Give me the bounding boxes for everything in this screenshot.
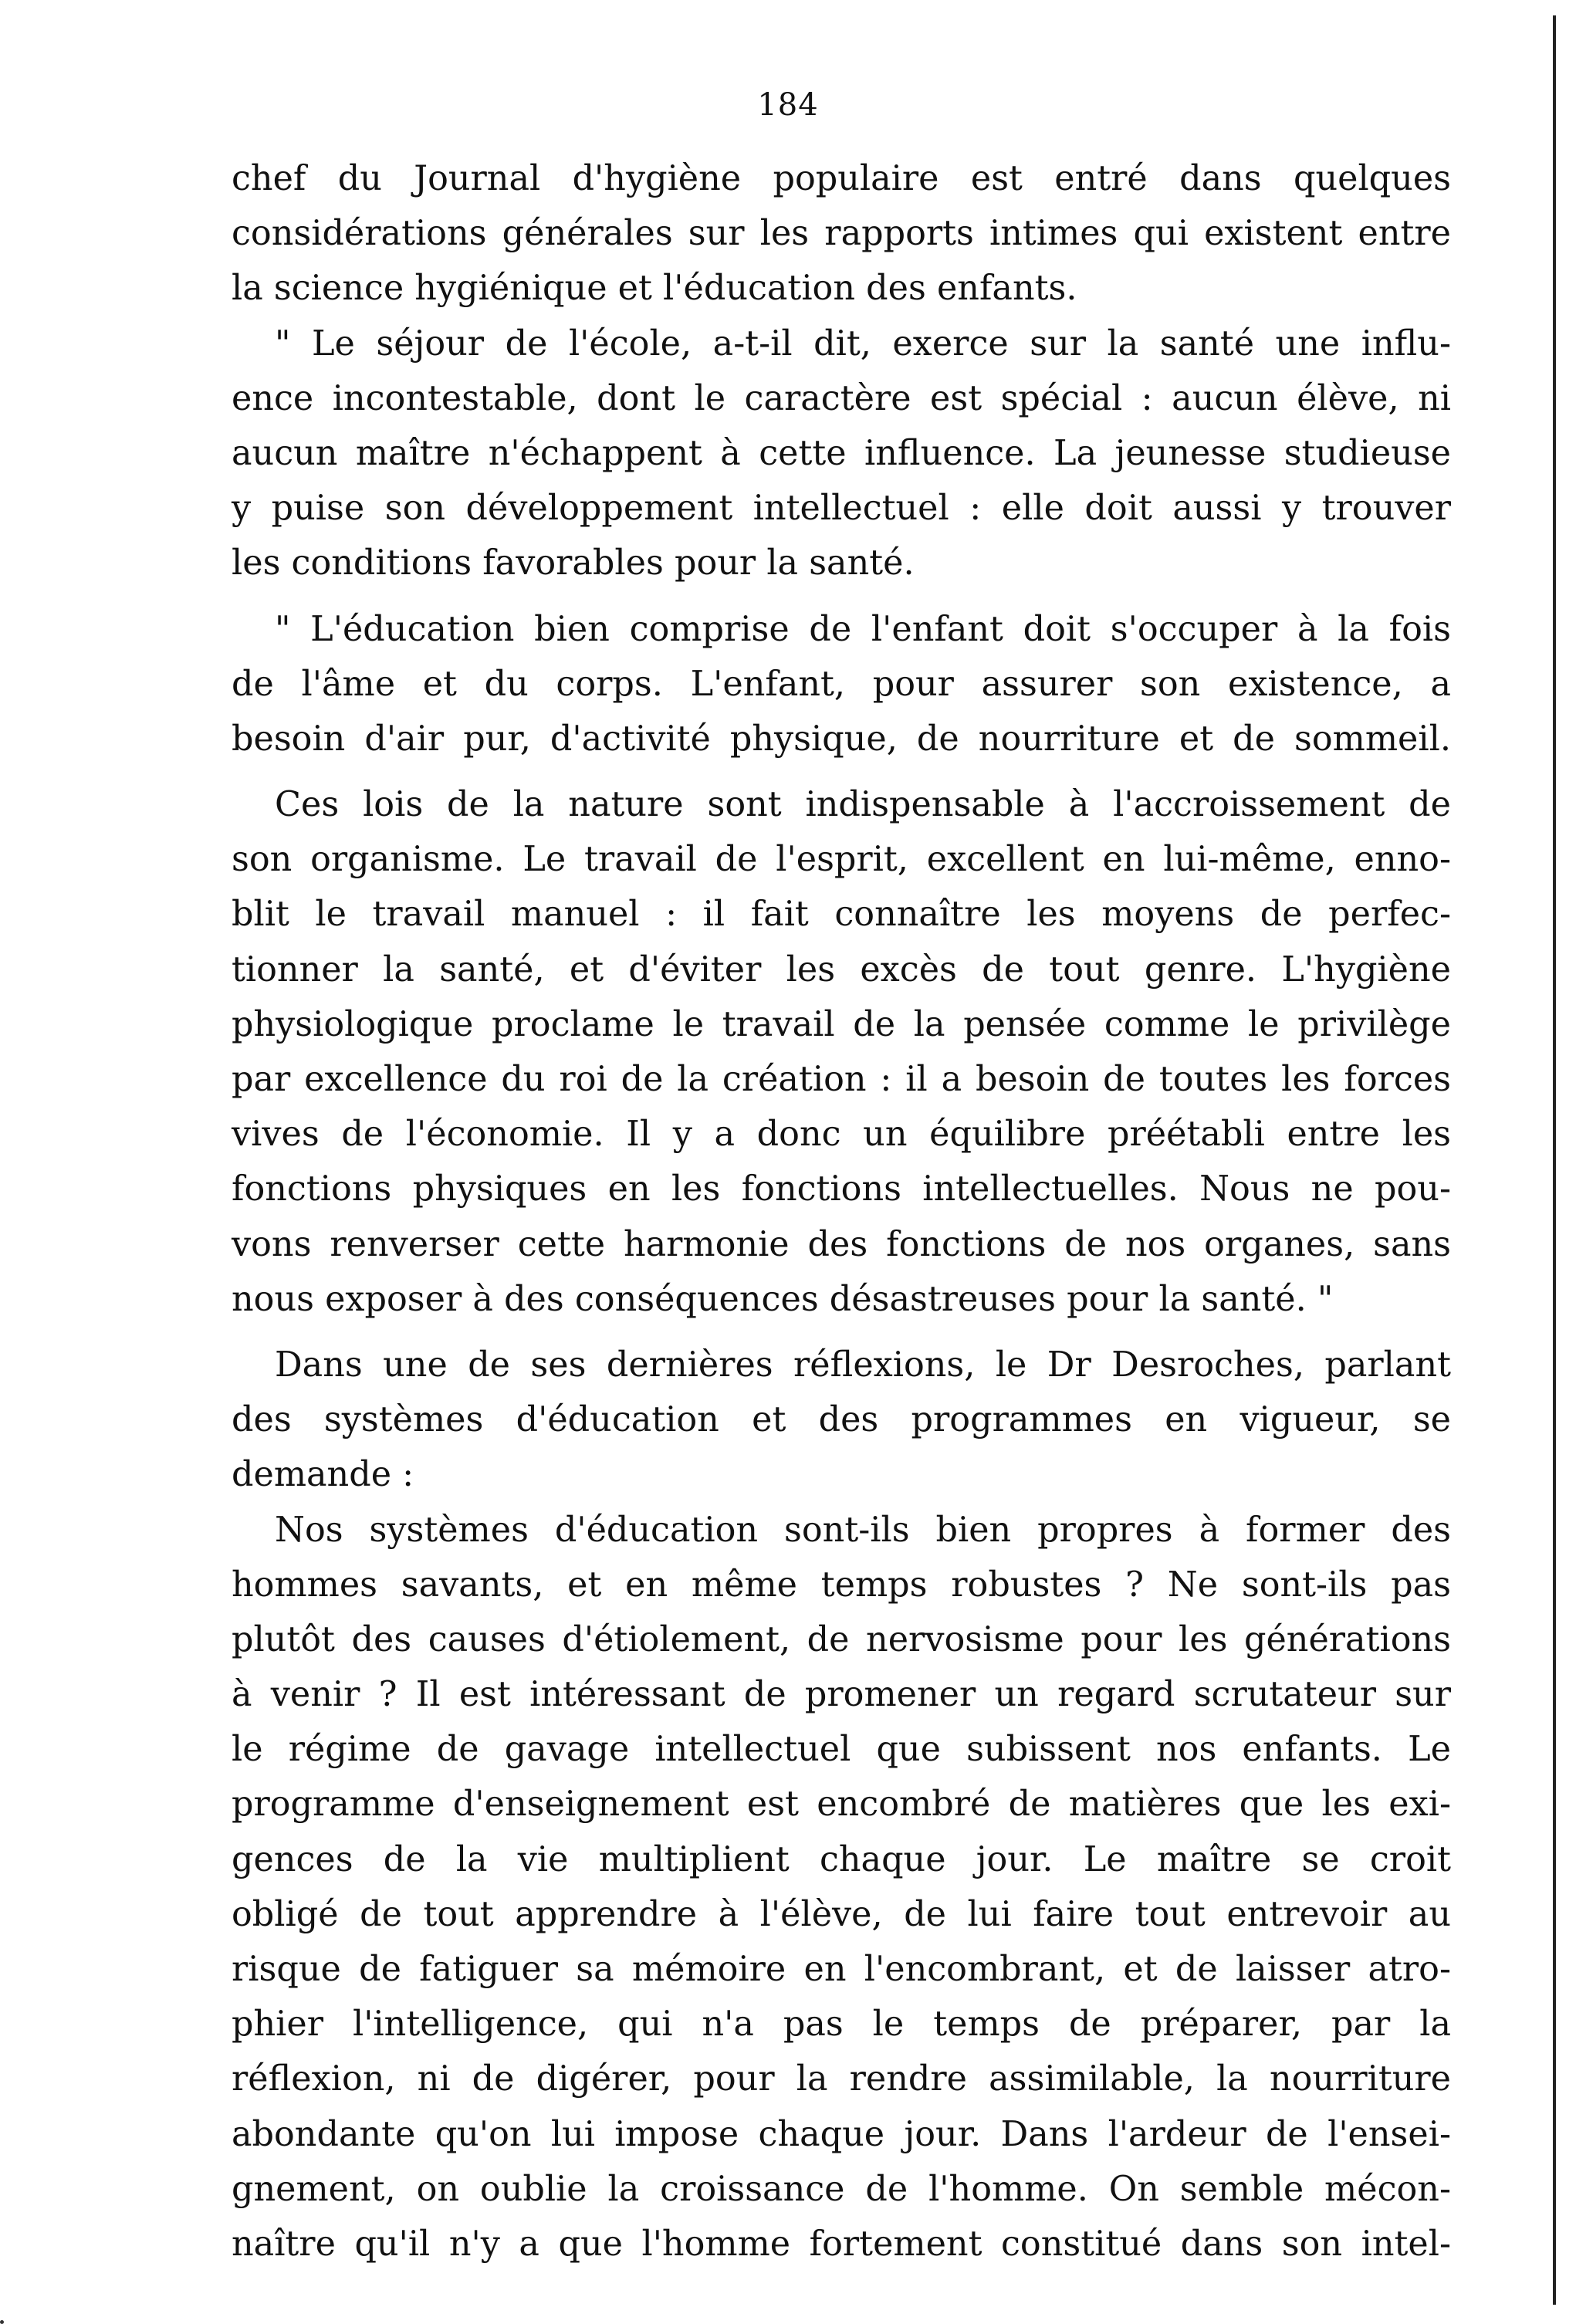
text-line: de l'âme et du corps. L'enfant, pour assurer son existence, a [232,664,1451,704]
text-line: par excellence du roi de la création : il a besoin de toutes les forces [232,1060,1451,1099]
text-line: risque de fatiguer sa mémoire en l'encombrant, et de laisser atro- [232,1950,1451,1989]
text-line: considérations générales sur les rapports intimes qui existent entre [232,214,1451,254]
text-line: la science hygiénique et l'éducation des enfants. [232,269,1077,309]
text-line: gences de la vie multiplient chaque jour. Le maître se croit [232,1839,1451,1879]
text-line: " Le séjour de l'école, a-t-il dit, exerce sur la santé une influ- [275,323,1451,364]
text-line: " L'éducation bien comprise de l'enfant doit s'occuper à la fois [275,609,1451,649]
text-line: vons renverser cette harmonie des fonctions de nos organes, sans [232,1224,1451,1264]
text-line: programme d'enseignement est encombré de matières que les exi- [232,1784,1451,1825]
text-line: à venir ? Il est intéressant de promener un regard scrutateur sur [232,1675,1451,1715]
text-line: nous exposer à des conséquences désastreuses pour la santé. " [232,1279,1334,1319]
text-line: phier l'intelligence, qui n'a pas le temps de préparer, par la [232,2004,1451,2045]
text-line: physiologique proclame le travail de la pensée comme le privilège [232,1004,1451,1044]
text-line: abondante qu'on lui impose chaque jour. Dans l'ardeur de l'ensei- [232,2114,1451,2154]
page-number: 184 [757,87,819,123]
text-line: aucun maître n'échappent à cette influence. La jeunesse studieuse [232,433,1451,473]
text-line: chef du Journal d'hygiène populaire est entré dans quelques [232,159,1451,198]
text-line: tionner la santé, et d'éviter les excès de tout genre. L'hygiène [232,949,1451,989]
text-line: le régime de gavage intellectuel que subissent nos enfants. Le [232,1730,1451,1770]
text-line: naître qu'il n'y a que l'homme fortement constitué dans son intel- [232,2224,1451,2264]
text-line: plutôt des causes d'étiolement, de nervosisme pour les générations [232,1619,1451,1659]
text-line: gnement, on oublie la croissance de l'homme. On semble mécon- [232,2169,1451,2209]
body-text [232,151,1451,2272]
text-line: vives de l'économie. Il y a donc un équilibre préétabli entre les [232,1115,1451,1155]
text-line: demande : [232,1455,414,1495]
text-line: fonctions physiques en les fonctions intellectuelles. Nous ne pou- [232,1169,1451,1209]
scan-speck [0,2320,4,2324]
text-line: y puise son développement intellectuel : elle doit aussi y trouver [232,489,1451,529]
text-line: Nos systèmes d'éducation sont-ils bien propres à former des [275,1510,1451,1550]
text-line: obligé de tout apprendre à l'élève, de lui faire tout entrevoir au [232,1894,1451,1934]
page-edge-rule [1553,15,1556,2305]
text-line: besoin d'air pur, d'activité physique, de nourriture et de sommeil. [232,719,1451,759]
text-line: blit le travail manuel : il fait connaître les moyens de perfec- [232,895,1451,935]
text-line: Dans une de ses dernières réflexions, le Dr Desroches, parlant [275,1345,1451,1385]
text-line: réflexion, ni de digérer, pour la rendre assimilable, la nourriture [232,2059,1451,2099]
text-line: son organisme. Le travail de l'esprit, excellent en lui-même, enno- [232,840,1451,880]
text-line: Ces lois de la nature sont indispensable à l'accroissement de [275,785,1451,825]
text-line: les conditions favorables pour la santé. [232,543,915,584]
text-line: des systèmes d'éducation et des programmes en vigueur, se [232,1400,1451,1440]
text-line: hommes savants, et en même temps robustes ? Ne sont-ils pas [232,1565,1451,1605]
text-line: ence incontestable, dont le caractère est spécial : aucun élève, ni [232,378,1451,418]
